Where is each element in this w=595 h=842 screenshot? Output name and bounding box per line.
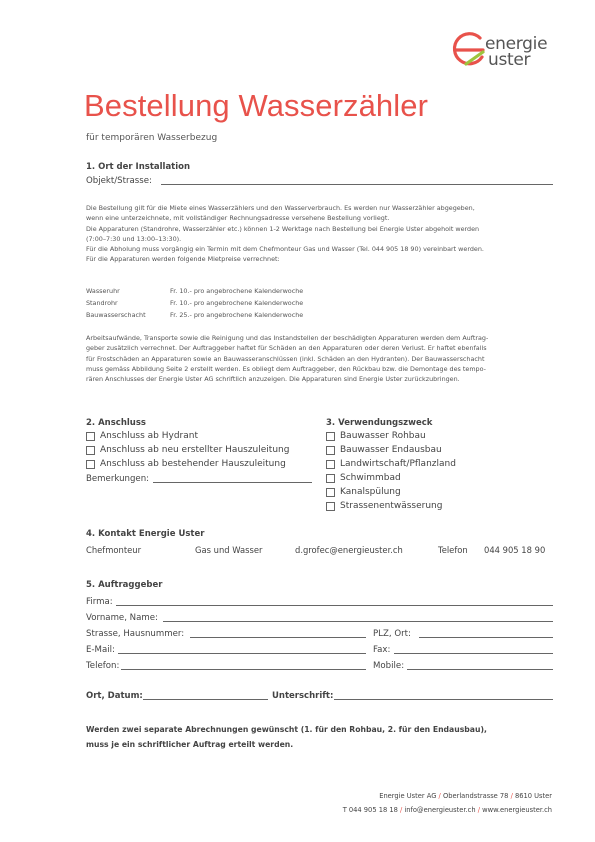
terms-line: Für die Apparaturen werden folgende Mietpreise verrechnet: bbox=[86, 255, 280, 264]
terms-line: geber zusätzlich verrechnet. Der Auftraggeber haftet für Schäden an den Apparaturen oder deren Verlust. Er haftet ebenfalls bbox=[86, 344, 487, 353]
remarks-label: Bemerkungen: bbox=[86, 474, 150, 484]
terms-paragraph-2 bbox=[86, 333, 556, 384]
remarks-field[interactable] bbox=[153, 482, 312, 483]
terms-line: für Frostschäden an Apparaturen sowie an Bauwasseranschlüssen (inkl. Schäden an den Hydranten). Der Bauwasserschacht bbox=[86, 354, 485, 363]
firma-label: Firma: bbox=[86, 597, 113, 607]
price-item: Standrohr bbox=[86, 299, 118, 307]
fax-field[interactable] bbox=[394, 653, 553, 654]
unterschrift-field[interactable] bbox=[334, 699, 553, 700]
checkbox-box[interactable] bbox=[326, 488, 335, 497]
price-item: Wasseruhr bbox=[86, 287, 120, 295]
checkbox-box[interactable] bbox=[86, 432, 95, 441]
section-2-heading: 2. Anschluss bbox=[86, 418, 146, 428]
checkbox-label: Kanalspülung bbox=[340, 487, 401, 497]
fax-label: Fax: bbox=[373, 645, 391, 655]
checkbox-label: Landwirtschaft/Pflanzland bbox=[340, 459, 456, 469]
telefon-label: Telefon: bbox=[86, 661, 120, 671]
section-5-heading: 5. Auftraggeber bbox=[86, 580, 163, 590]
mobile-field[interactable] bbox=[407, 669, 553, 670]
note-line: Werden zwei separate Abrechnungen gewünscht (1. für den Rohbau, 2. für den Endausbau), bbox=[86, 725, 487, 734]
footer-company: Energie Uster AG bbox=[379, 792, 437, 800]
contact-email-link[interactable]: d.grofec@energieuster.ch bbox=[295, 545, 403, 555]
checkbox-box[interactable] bbox=[326, 446, 335, 455]
page-subtitle: für temporären Wasserbezug bbox=[86, 133, 218, 143]
terms-line: Für die Abholung muss vorgängig ein Termin mit dem Chefmonteur Gas und Wasser (Tel. 044 905 18 90) vereinbart werden. bbox=[86, 245, 484, 254]
object-street-label: Objekt/Strasse: bbox=[86, 176, 152, 186]
footer-separator: / bbox=[510, 792, 513, 800]
terms-line: muss gemäss Abbildung Seite 2 erstellt werden. Es obliegt dem Auftraggeber, den Rückbau bzw. die Demontage des tempo- bbox=[86, 364, 486, 373]
footer-city: 8610 Uster bbox=[514, 792, 552, 800]
checkbox-anschluss-bestehend[interactable] bbox=[86, 459, 286, 469]
checkbox-label: Anschluss ab Hydrant bbox=[100, 431, 198, 441]
checkbox-schwimmbad[interactable] bbox=[326, 473, 401, 483]
firma-field[interactable] bbox=[116, 605, 553, 606]
checkbox-landwirtschaft[interactable] bbox=[326, 459, 456, 469]
strasse-field[interactable] bbox=[190, 637, 366, 638]
checkbox-box[interactable] bbox=[326, 474, 335, 483]
checkbox-label: Bauwasser Endausbau bbox=[340, 445, 442, 455]
terms-line: wenn eine unterzeichnete, mit vollständiger Rechnungsadresse versehene Bestellung vorliegt. bbox=[86, 214, 390, 223]
energie-uster-logo-mark bbox=[452, 28, 486, 72]
contact-phone-label: Telefon bbox=[438, 545, 468, 555]
checkbox-strassenentwaesserung[interactable] bbox=[326, 501, 442, 511]
page-title: Bestellung Wasserzähler bbox=[84, 88, 429, 123]
checkbox-box[interactable] bbox=[86, 446, 95, 455]
name-label: Vorname, Name: bbox=[86, 613, 158, 623]
terms-line: (7:00–7:30 und 13:00–13:30). bbox=[86, 234, 182, 243]
mobile-label: Mobile: bbox=[373, 661, 405, 671]
checkbox-label: Strassenentwässerung bbox=[340, 501, 443, 511]
plz-ort-label: PLZ, Ort: bbox=[373, 629, 411, 639]
email-label: E-Mail: bbox=[86, 645, 115, 655]
checkbox-anschluss-neu[interactable] bbox=[86, 445, 289, 455]
contact-role: Chefmonteur bbox=[86, 545, 142, 555]
footer-separator: / bbox=[438, 792, 441, 800]
ort-datum-label: Ort, Datum: bbox=[86, 691, 143, 701]
checkbox-bauwasser-endausbau[interactable] bbox=[326, 445, 442, 455]
price-item: Bauwasserschacht bbox=[86, 311, 146, 319]
ort-datum-field[interactable] bbox=[143, 699, 268, 700]
checkbox-box[interactable] bbox=[326, 460, 335, 469]
name-field[interactable] bbox=[163, 621, 553, 622]
footer-separator: / bbox=[399, 806, 403, 814]
checkbox-label: Bauwasser Rohbau bbox=[340, 431, 426, 441]
footer-phone: T 044 905 18 18 bbox=[342, 806, 398, 814]
checkbox-kanalspuelung[interactable] bbox=[326, 487, 401, 497]
logo-text-uster: uster bbox=[488, 50, 531, 70]
footer-web-link[interactable]: www.energieuster.ch bbox=[482, 806, 552, 814]
footer-address bbox=[379, 792, 552, 800]
checkbox-label: Anschluss ab bestehender Hauszuleitung bbox=[100, 459, 286, 469]
contact-phone: 044 905 18 90 bbox=[484, 545, 546, 555]
terms-paragraph-1 bbox=[86, 203, 556, 265]
logo-text-energie: energie bbox=[485, 34, 548, 54]
footer-street: Oberlandstrasse 78 bbox=[442, 792, 509, 800]
section-1-heading: 1. Ort der Installation bbox=[86, 162, 191, 172]
terms-line: Die Bestellung gilt für die Miete eines Wasserzählers und den Wasserverbrauch. Es werden nur Wasserzähler abgegeben, bbox=[86, 204, 475, 212]
terms-line: rären Anschlusses der Energie Uster AG schriftlich anzuzeigen. Die Apparaturen sind Energie Uster zurückzubringen. bbox=[86, 375, 460, 384]
contact-department: Gas und Wasser bbox=[195, 545, 263, 555]
checkbox-anschluss-hydrant[interactable] bbox=[86, 431, 198, 441]
section-3-heading: 3. Verwendungszweck bbox=[326, 418, 433, 428]
checkbox-box[interactable] bbox=[326, 432, 335, 441]
object-street-field[interactable] bbox=[161, 184, 553, 185]
plz-ort-field[interactable] bbox=[419, 637, 553, 638]
footer-separator: / bbox=[477, 806, 480, 814]
price-value: Fr. 25.- pro angebrochene Kalenderwoche bbox=[170, 311, 304, 319]
separate-billing-note bbox=[86, 722, 556, 752]
checkbox-box[interactable] bbox=[326, 502, 335, 511]
price-value: Fr. 10.- pro angebrochene Kalenderwoche bbox=[170, 299, 304, 307]
checkbox-box[interactable] bbox=[86, 460, 95, 469]
price-value: Fr. 10.- pro angebrochene Kalenderwoche bbox=[170, 287, 304, 295]
email-field[interactable] bbox=[118, 653, 366, 654]
telefon-field[interactable] bbox=[121, 669, 366, 670]
note-line: muss je ein schriftlicher Auftrag erteilt werden. bbox=[86, 740, 294, 749]
checkbox-label: Anschluss ab neu erstellter Hauszuleitung bbox=[100, 445, 290, 455]
terms-line: Die Apparaturen (Standrohre, Wasserzähler etc.) können 1-2 Werktage nach Bestellung bei Energie Uster abgeholt werden bbox=[86, 224, 480, 233]
unterschrift-label: Unterschrift: bbox=[272, 691, 334, 701]
footer-email-link[interactable]: info@energieuster.ch bbox=[404, 806, 476, 814]
strasse-label: Strasse, Hausnummer: bbox=[86, 629, 185, 639]
energie-uster-logo bbox=[452, 26, 562, 74]
checkbox-bauwasser-rohbau[interactable] bbox=[326, 431, 426, 441]
section-4-heading: 4. Kontakt Energie Uster bbox=[86, 529, 205, 539]
footer-contact bbox=[343, 806, 552, 814]
checkbox-label: Schwimmbad bbox=[340, 473, 401, 483]
terms-line: Arbeitsaufwände, Transporte sowie die Reinigung und das Instandstellen der beschädigten Apparaturen werden dem Auftrag- bbox=[86, 334, 489, 342]
